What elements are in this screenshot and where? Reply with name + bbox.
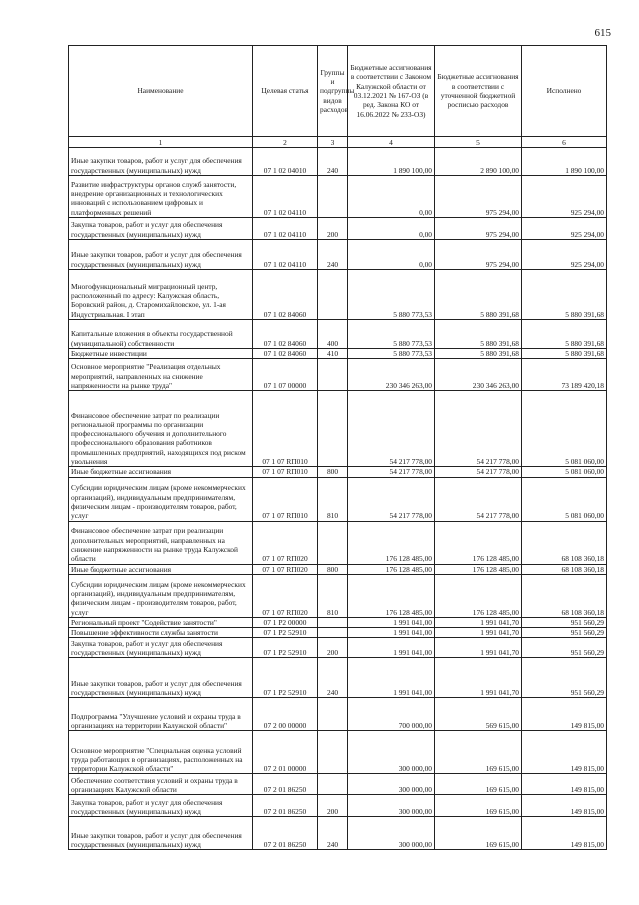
row-expense-group xyxy=(318,698,348,731)
row-target-article: 07 1 P2 52910 xyxy=(253,638,318,658)
table-row xyxy=(69,731,607,774)
row-target-article: 07 1 P2 00000 xyxy=(253,617,318,627)
row-refined-amount: 54 217 778,00 xyxy=(435,477,522,521)
table-row xyxy=(69,477,607,521)
row-refined-amount: 169 615,00 xyxy=(435,795,522,817)
row-law-amount: 0,00 xyxy=(348,176,435,218)
row-law-amount: 1 991 041,00 xyxy=(348,658,435,698)
table-row xyxy=(69,391,607,467)
row-executed-amount: 5 880 391,68 xyxy=(522,320,607,349)
row-executed-amount: 951 560,29 xyxy=(522,638,607,658)
row-target-article: 07 2 01 00000 xyxy=(253,731,318,774)
row-refined-amount: 2 890 100,00 xyxy=(435,148,522,176)
row-expense-group xyxy=(318,521,348,564)
row-name: Бюджетные инвестиции xyxy=(69,349,253,359)
row-law-amount: 300 000,00 xyxy=(348,817,435,850)
row-refined-amount: 169 615,00 xyxy=(435,731,522,774)
row-law-amount: 1 991 041,00 xyxy=(348,617,435,627)
header-executed: Исполнено xyxy=(522,46,607,137)
row-refined-amount: 176 128 485,00 xyxy=(435,574,522,617)
row-expense-group xyxy=(318,270,348,320)
row-executed-amount: 68 108 360,18 xyxy=(522,564,607,574)
row-name: Иные бюджетные ассигнования xyxy=(69,564,253,574)
row-target-article: 07 1 07 RП010 xyxy=(253,477,318,521)
row-target-article: 07 1 P2 52910 xyxy=(253,628,318,638)
row-law-amount: 1 890 100,00 xyxy=(348,148,435,176)
row-target-article: 07 2 00 00000 xyxy=(253,698,318,731)
row-expense-group: 410 xyxy=(318,349,348,359)
row-expense-group: 240 xyxy=(318,148,348,176)
row-refined-amount: 169 615,00 xyxy=(435,774,522,795)
row-target-article: 07 1 07 00000 xyxy=(253,359,318,391)
row-executed-amount: 925 294,00 xyxy=(522,176,607,218)
table-row xyxy=(69,467,607,477)
row-target-article: 07 1 02 84060 xyxy=(253,320,318,349)
table-row xyxy=(69,218,607,240)
row-executed-amount: 5 880 391,68 xyxy=(522,349,607,359)
row-target-article: 07 1 02 04110 xyxy=(253,218,318,240)
row-executed-amount: 951 560,29 xyxy=(522,617,607,627)
row-refined-amount: 54 217 778,00 xyxy=(435,467,522,477)
row-law-amount: 230 346 263,00 xyxy=(348,359,435,391)
row-expense-group xyxy=(318,391,348,467)
row-name: Региональный проект "Содействие занятости" xyxy=(69,617,253,627)
row-name: Иные закупки товаров, работ и услуг для обеспечения государственных (муниципальных) нужд xyxy=(69,658,253,698)
row-law-amount: 5 880 773,53 xyxy=(348,349,435,359)
row-expense-group xyxy=(318,731,348,774)
row-name: Многофункциональный миграционный центр, расположенный по адресу: Калужская область, Боровский район, д. Старомихайловское, ул. 1-ая Индустриальная. I этап xyxy=(69,270,253,320)
row-expense-group: 800 xyxy=(318,467,348,477)
column-number: 1 xyxy=(69,137,253,148)
table-row xyxy=(69,359,607,391)
header-target-article: Целевая статья xyxy=(253,46,318,137)
row-target-article: 07 1 07 RП010 xyxy=(253,467,318,477)
table-row xyxy=(69,817,607,850)
row-law-amount: 1 991 041,00 xyxy=(348,628,435,638)
row-expense-group xyxy=(318,774,348,795)
row-target-article: 07 1 07 RП010 xyxy=(253,391,318,467)
row-refined-amount: 975 294,00 xyxy=(435,218,522,240)
row-target-article: 07 1 02 04110 xyxy=(253,240,318,270)
row-name: Закупка товаров, работ и услуг для обеспечения государственных (муниципальных) нужд xyxy=(69,795,253,817)
row-executed-amount: 1 890 100,00 xyxy=(522,148,607,176)
row-refined-amount: 1 991 041,70 xyxy=(435,617,522,627)
row-executed-amount: 149 815,00 xyxy=(522,795,607,817)
row-expense-group: 200 xyxy=(318,638,348,658)
row-refined-amount: 176 128 485,00 xyxy=(435,521,522,564)
row-target-article: 07 1 02 84060 xyxy=(253,270,318,320)
table-row xyxy=(69,349,607,359)
row-expense-group: 810 xyxy=(318,477,348,521)
row-law-amount: 700 000,00 xyxy=(348,698,435,731)
row-refined-amount: 54 217 778,00 xyxy=(435,391,522,467)
table-row xyxy=(69,774,607,795)
row-executed-amount: 73 189 420,18 xyxy=(522,359,607,391)
row-law-amount: 0,00 xyxy=(348,240,435,270)
row-law-amount: 54 217 778,00 xyxy=(348,391,435,467)
row-expense-group: 810 xyxy=(318,574,348,617)
row-target-article: 07 1 02 04110 xyxy=(253,176,318,218)
row-executed-amount: 5 880 391,68 xyxy=(522,270,607,320)
header-refined-allocations: Бюджетные ассигнования в соответствии с уточненной бюджетной росписью расходов xyxy=(435,46,522,137)
row-executed-amount: 149 815,00 xyxy=(522,774,607,795)
header-law-allocations: Бюджетные ассигнования в соответствии с Законом Калужской области от 03.12.2021 № 167-ОЗ (в ред. Закона КО от 16.06.2022 № 233-ОЗ) xyxy=(348,46,435,137)
row-target-article: 07 2 01 86250 xyxy=(253,795,318,817)
row-executed-amount: 951 560,29 xyxy=(522,658,607,698)
table-row xyxy=(69,574,607,617)
table-row xyxy=(69,698,607,731)
row-name: Развитие инфраструктуры органов служб занятости, внедрение организационных и технологических инноваций с использованием цифровых и платформенных решений xyxy=(69,176,253,218)
row-name: Финансовое обеспечение затрат при реализации дополнительных мероприятий, направленных на снижение напряженности на рынке труда Калужской области xyxy=(69,521,253,564)
column-number: 3 xyxy=(318,137,348,148)
row-refined-amount: 1 991 041,70 xyxy=(435,628,522,638)
row-expense-group: 240 xyxy=(318,240,348,270)
row-law-amount: 300 000,00 xyxy=(348,774,435,795)
row-expense-group: 240 xyxy=(318,658,348,698)
row-name: Иные бюджетные ассигнования xyxy=(69,467,253,477)
budget-table xyxy=(68,45,607,850)
row-law-amount: 176 128 485,00 xyxy=(348,564,435,574)
row-name: Закупка товаров, работ и услуг для обеспечения государственных (муниципальных) нужд xyxy=(69,218,253,240)
row-target-article: 07 1 02 04010 xyxy=(253,148,318,176)
page-number: 615 xyxy=(594,27,611,39)
row-name: Капитальные вложения в объекты государственной (муниципальной) собственности xyxy=(69,320,253,349)
row-executed-amount: 149 815,00 xyxy=(522,731,607,774)
row-expense-group xyxy=(318,359,348,391)
table-row xyxy=(69,658,607,698)
row-law-amount: 1 991 041,00 xyxy=(348,638,435,658)
column-number: 4 xyxy=(348,137,435,148)
row-refined-amount: 169 615,00 xyxy=(435,817,522,850)
table-row xyxy=(69,795,607,817)
column-number: 2 xyxy=(253,137,318,148)
table-row xyxy=(69,176,607,218)
row-law-amount: 176 128 485,00 xyxy=(348,521,435,564)
row-law-amount: 300 000,00 xyxy=(348,731,435,774)
row-executed-amount: 5 081 060,00 xyxy=(522,391,607,467)
row-refined-amount: 5 880 391,68 xyxy=(435,349,522,359)
row-law-amount: 54 217 778,00 xyxy=(348,467,435,477)
row-executed-amount: 925 294,00 xyxy=(522,218,607,240)
row-law-amount: 0,00 xyxy=(348,218,435,240)
row-expense-group xyxy=(318,176,348,218)
row-refined-amount: 230 346 263,00 xyxy=(435,359,522,391)
row-refined-amount: 975 294,00 xyxy=(435,176,522,218)
row-expense-group: 800 xyxy=(318,564,348,574)
row-name: Обеспечение соответствия условий и охраны труда в организациях Калужской области xyxy=(69,774,253,795)
row-executed-amount: 149 815,00 xyxy=(522,817,607,850)
row-name: Иные закупки товаров, работ и услуг для обеспечения государственных (муниципальных) нужд xyxy=(69,817,253,850)
row-refined-amount: 1 991 041,70 xyxy=(435,638,522,658)
table-row xyxy=(69,521,607,564)
row-name: Основное мероприятие "Реализация отдельных мероприятий, направленных на снижение напряженности на рынке труда" xyxy=(69,359,253,391)
table-row xyxy=(69,617,607,627)
row-law-amount: 176 128 485,00 xyxy=(348,574,435,617)
row-name: Иные закупки товаров, работ и услуг для обеспечения государственных (муниципальных) нужд xyxy=(69,148,253,176)
row-target-article: 07 1 07 RП020 xyxy=(253,564,318,574)
table-row xyxy=(69,148,607,176)
row-refined-amount: 975 294,00 xyxy=(435,240,522,270)
row-target-article: 07 2 01 86250 xyxy=(253,817,318,850)
row-target-article: 07 1 07 RП020 xyxy=(253,574,318,617)
row-law-amount: 300 000,00 xyxy=(348,795,435,817)
row-expense-group: 200 xyxy=(318,218,348,240)
row-refined-amount: 1 991 041,70 xyxy=(435,658,522,698)
row-expense-group: 200 xyxy=(318,795,348,817)
row-name: Субсидии юридическим лицам (кроме некоммерческих организаций), индивидуальным предпринимателям, физическим лицам - производителям товаров, работ, услуг xyxy=(69,574,253,617)
row-name: Основное мероприятие "Специальная оценка условий труда работающих в организациях, расположенных на территории Калужской области" xyxy=(69,731,253,774)
row-executed-amount: 5 081 060,00 xyxy=(522,467,607,477)
row-refined-amount: 5 880 391,68 xyxy=(435,320,522,349)
row-refined-amount: 176 128 485,00 xyxy=(435,564,522,574)
table-row xyxy=(69,320,607,349)
table-row xyxy=(69,638,607,658)
row-target-article: 07 1 02 84060 xyxy=(253,349,318,359)
row-target-article: 07 1 07 RП020 xyxy=(253,521,318,564)
row-executed-amount: 68 108 360,18 xyxy=(522,521,607,564)
row-target-article: 07 1 P2 52910 xyxy=(253,658,318,698)
row-expense-group xyxy=(318,628,348,638)
row-executed-amount: 5 081 060,00 xyxy=(522,477,607,521)
row-expense-group xyxy=(318,617,348,627)
row-law-amount: 54 217 778,00 xyxy=(348,477,435,521)
row-expense-group: 240 xyxy=(318,817,348,850)
row-executed-amount: 68 108 360,18 xyxy=(522,574,607,617)
row-refined-amount: 569 615,00 xyxy=(435,698,522,731)
row-executed-amount: 925 294,00 xyxy=(522,240,607,270)
row-name: Субсидии юридическим лицам (кроме некоммерческих организаций), индивидуальным предпринимателям, физическим лицам - производителям товаров, работ, услуг xyxy=(69,477,253,521)
row-expense-group: 400 xyxy=(318,320,348,349)
row-name: Иные закупки товаров, работ и услуг для обеспечения государственных (муниципальных) нужд xyxy=(69,240,253,270)
row-law-amount: 5 880 773,53 xyxy=(348,270,435,320)
table-row xyxy=(69,240,607,270)
row-name: Повышение эффективности службы занятости xyxy=(69,628,253,638)
header-expense-groups: Группы и подгруппы видов расходов xyxy=(318,46,348,137)
row-law-amount: 5 880 773,53 xyxy=(348,320,435,349)
row-target-article: 07 2 01 86250 xyxy=(253,774,318,795)
header-name: Наименование xyxy=(69,46,253,137)
column-number: 6 xyxy=(522,137,607,148)
row-executed-amount: 149 815,00 xyxy=(522,698,607,731)
column-number: 5 xyxy=(435,137,522,148)
row-name: Подпрограмма "Улучшение условий и охраны труда в организациях на территории Калужской области" xyxy=(69,698,253,731)
table-row xyxy=(69,628,607,638)
row-name: Финансовое обеспечение затрат по реализации региональной программы по организации профессионального обучения и дополнительного профессионального образования работников промышленных предприятий, находящихся под риском увольнения xyxy=(69,391,253,467)
row-name: Закупка товаров, работ и услуг для обеспечения государственных (муниципальных) нужд xyxy=(69,638,253,658)
table-row xyxy=(69,564,607,574)
row-executed-amount: 951 560,29 xyxy=(522,628,607,638)
table-row xyxy=(69,270,607,320)
row-refined-amount: 5 880 391,68 xyxy=(435,270,522,320)
